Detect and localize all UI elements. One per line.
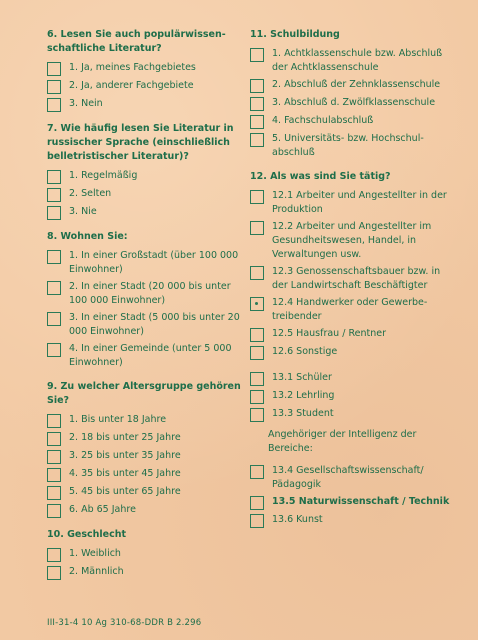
- option-12-4[interactable]: [250, 296, 450, 324]
- option-label: 5. 45 bis unter 65 Jahre: [69, 486, 181, 497]
- option-label: 12.4 Handwerker oder Gewerbetreibender: [272, 297, 428, 322]
- question-6: [47, 28, 242, 112]
- option-7-1[interactable]: [47, 169, 242, 184]
- intelligence-note: Angehöriger der Intelligenz der Bereiche:: [268, 429, 417, 454]
- checkbox[interactable]: [250, 514, 264, 528]
- option-label: 2. Abschluß der Zehnklassenschule: [272, 79, 441, 90]
- question-9: [47, 380, 242, 518]
- option-label: 12.6 Sonstige: [272, 346, 338, 357]
- checkbox[interactable]: [250, 496, 264, 510]
- option-label: 5. Universitäts- bzw. Hochschulabschluß: [272, 133, 424, 158]
- option-label: 2. Ja, anderer Fachgebiete: [69, 80, 194, 91]
- option-label: 3. Nein: [69, 98, 103, 109]
- checkbox[interactable]: [250, 390, 264, 404]
- option-7-2[interactable]: [47, 187, 242, 202]
- option-9-5[interactable]: [47, 485, 242, 500]
- option-label: 13.2 Lehrling: [272, 390, 335, 401]
- checkbox[interactable]: [250, 465, 264, 479]
- option-12-6[interactable]: [250, 345, 450, 360]
- checkbox[interactable]: [47, 206, 61, 220]
- checkbox[interactable]: [47, 468, 61, 482]
- checkbox[interactable]: [47, 188, 61, 202]
- option-label: 3. Abschluß d. Zwölfklassenschule: [272, 97, 436, 108]
- option-8-3[interactable]: [47, 311, 242, 339]
- option-13-3[interactable]: [250, 407, 450, 422]
- question-9-title: 9. Zu welcher Altersgruppe gehören Sie?: [47, 381, 241, 406]
- option-8-1[interactable]: [47, 249, 242, 277]
- option-label: 3. Nie: [69, 206, 97, 217]
- option-label: 1. In einer Großstadt (über 100 000 Einwohner): [69, 250, 239, 275]
- option-label: 12.1 Arbeiter und Angestellter in der Produktion: [272, 190, 447, 215]
- checkbox[interactable]: [47, 80, 61, 94]
- checkbox[interactable]: [47, 548, 61, 562]
- option-11-4[interactable]: [250, 114, 450, 129]
- checkbox[interactable]: [47, 281, 61, 295]
- option-label: 2. Selten: [69, 188, 112, 199]
- checkbox[interactable]: [47, 566, 61, 580]
- checkbox[interactable]: [250, 408, 264, 422]
- checkbox[interactable]: [250, 79, 264, 93]
- option-6-3[interactable]: [47, 97, 242, 112]
- option-label: 1. Weiblich: [69, 548, 121, 559]
- question-12-title: 12. Als was sind Sie tätig?: [250, 171, 391, 182]
- checkbox[interactable]: [250, 372, 264, 386]
- right-column: [250, 28, 450, 538]
- option-label: 2. In einer Stadt (20 000 bis unter 100 000 Einwohner): [69, 281, 231, 306]
- option-label: 4. Fachschulabschluß: [272, 115, 374, 126]
- option-12-2[interactable]: [250, 220, 450, 262]
- option-label: 12.5 Hausfrau / Rentner: [272, 328, 386, 339]
- option-9-3[interactable]: [47, 449, 242, 464]
- option-11-1[interactable]: [250, 47, 450, 75]
- option-9-2[interactable]: [47, 431, 242, 446]
- option-label: 1. Regelmäßig: [69, 170, 138, 181]
- option-label: 12.2 Arbeiter und Angestellter im Gesundheitswesen, Handel, in Verwaltungen usw.: [272, 221, 432, 260]
- option-12-1[interactable]: [250, 189, 450, 217]
- checkbox[interactable]: [250, 190, 264, 204]
- question-11: [250, 28, 450, 160]
- question-10-title: 10. Geschlecht: [47, 529, 127, 540]
- option-13-4[interactable]: [250, 464, 450, 492]
- option-6-1[interactable]: [47, 61, 242, 76]
- checkbox[interactable]: [47, 504, 61, 518]
- option-label: 2. 18 bis unter 25 Jahre: [69, 432, 181, 443]
- option-11-3[interactable]: [250, 96, 450, 111]
- option-label: 1. Bis unter 18 Jahre: [69, 414, 167, 425]
- checkbox[interactable]: [47, 432, 61, 446]
- option-label: 13.1 Schüler: [272, 372, 332, 383]
- question-7: [47, 122, 242, 220]
- question-12: [250, 170, 450, 528]
- option-label: 6. Ab 65 Jahre: [69, 504, 136, 515]
- checkbox[interactable]: [250, 133, 264, 147]
- option-11-2[interactable]: [250, 78, 450, 93]
- checkbox[interactable]: [250, 115, 264, 129]
- option-label: 13.3 Student: [272, 408, 334, 419]
- checkbox[interactable]: [250, 346, 264, 360]
- checkbox[interactable]: [47, 62, 61, 76]
- option-label: 3. 25 bis unter 35 Jahre: [69, 450, 181, 461]
- left-column: [47, 28, 242, 590]
- option-label: 1. Achtklassenschule bzw. Abschluß der Achtklassenschule: [272, 48, 443, 73]
- option-13-1[interactable]: [250, 371, 450, 386]
- form-code-footer: III-31-4 10 Ag 310-68-DDR B 2.296: [47, 618, 202, 628]
- checkbox[interactable]: [47, 312, 61, 326]
- question-8: [47, 230, 242, 370]
- option-7-3[interactable]: [47, 205, 242, 220]
- option-8-4[interactable]: [47, 342, 242, 370]
- checkbox[interactable]: [250, 48, 264, 62]
- checkbox[interactable]: [47, 98, 61, 112]
- option-label: 13.6 Kunst: [272, 514, 323, 525]
- question-8-title: 8. Wohnen Sie:: [47, 231, 128, 242]
- checkbox[interactable]: [250, 221, 264, 235]
- option-13-2[interactable]: [250, 389, 450, 404]
- checkbox[interactable]: [250, 328, 264, 342]
- option-11-5[interactable]: [250, 132, 450, 160]
- checkbox[interactable]: [47, 343, 61, 357]
- option-13-5[interactable]: [250, 495, 450, 510]
- question-6-title: 6. Lesen Sie auch populärwissenschaftliche Literatur?: [47, 29, 226, 54]
- question-10: [47, 528, 242, 580]
- option-13-6[interactable]: [250, 513, 450, 528]
- option-9-6[interactable]: [47, 503, 242, 518]
- option-label: 4. 35 bis unter 45 Jahre: [69, 468, 181, 479]
- option-label: 13.5 Naturwissenschaft / Technik: [272, 496, 450, 507]
- option-10-1[interactable]: [47, 547, 242, 562]
- option-12-3[interactable]: [250, 265, 450, 293]
- question-7-title: 7. Wie häufig lesen Sie Literatur in russischer Sprache (einschließlich belletristischer Literatur)?: [47, 123, 234, 162]
- option-9-4[interactable]: [47, 467, 242, 482]
- option-label: 1. Ja, meines Fachgebietes: [69, 62, 196, 73]
- option-8-2[interactable]: [47, 280, 242, 308]
- checkbox[interactable]: [250, 297, 264, 311]
- checkbox[interactable]: [47, 486, 61, 500]
- option-10-2[interactable]: [47, 565, 242, 580]
- checkbox[interactable]: [250, 266, 264, 280]
- checkbox[interactable]: [47, 250, 61, 264]
- option-label: 13.4 Gesellschaftswissenschaft/ Pädagogik: [272, 465, 424, 490]
- option-label: 12.3 Genossenschaftsbauer bzw. in der Landwirtschaft Beschäftigter: [272, 266, 441, 291]
- option-label: 4. In einer Gemeinde (unter 5 000 Einwohner): [69, 343, 232, 368]
- option-label: 2. Männlich: [69, 566, 124, 577]
- checkbox[interactable]: [47, 450, 61, 464]
- option-12-5[interactable]: [250, 327, 450, 342]
- checkbox[interactable]: [47, 170, 61, 184]
- option-9-1[interactable]: [47, 413, 242, 428]
- option-label: 3. In einer Stadt (5 000 bis unter 20 000 Einwohner): [69, 312, 240, 337]
- checkbox[interactable]: [250, 97, 264, 111]
- question-11-title: 11. Schulbildung: [250, 29, 340, 40]
- option-6-2[interactable]: [47, 79, 242, 94]
- checkbox[interactable]: [47, 414, 61, 428]
